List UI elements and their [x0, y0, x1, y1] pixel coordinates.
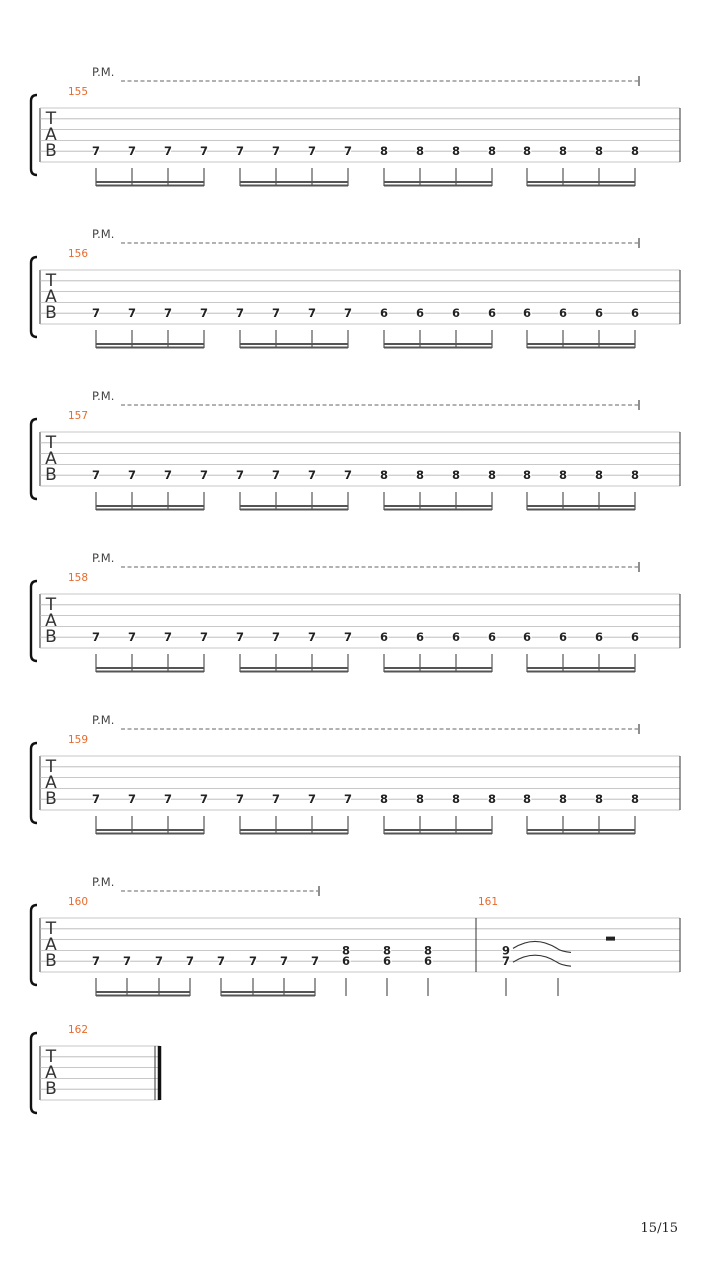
fret-number: 7 — [185, 954, 195, 969]
fret-number: 8 — [630, 792, 640, 807]
fret-number: 7 — [163, 792, 173, 807]
fret-number: 7 — [235, 306, 245, 321]
beam — [96, 995, 190, 997]
tab-clef-letter: B — [45, 627, 57, 647]
beam — [240, 509, 348, 511]
system-bracket — [31, 419, 37, 499]
beam — [96, 505, 204, 507]
fret-number: 7 — [307, 144, 317, 159]
fret-number: 7 — [91, 144, 101, 159]
fret-number: 8 — [341, 943, 351, 958]
measure-number: 159 — [68, 734, 89, 746]
fret-number: 7 — [235, 630, 245, 645]
tab-clef-letter: T — [45, 595, 57, 615]
system-bracket — [31, 905, 37, 985]
palm-mute-label: P.M. — [92, 65, 115, 79]
beam — [240, 181, 348, 183]
system-bracket — [31, 743, 37, 823]
tab-clef-letter: T — [45, 1047, 57, 1067]
beam — [240, 829, 348, 831]
tab-system — [31, 551, 680, 673]
fret-number: 7 — [127, 144, 137, 159]
measure-number: 161 — [478, 896, 499, 908]
fret-number: 6 — [382, 954, 392, 969]
fret-number: 7 — [91, 306, 101, 321]
beam — [527, 667, 635, 669]
beam — [96, 181, 204, 183]
fret-number: 7 — [248, 954, 258, 969]
fret-number: 7 — [91, 792, 101, 807]
tab-clef-letter: B — [45, 1079, 57, 1099]
beam — [240, 667, 348, 669]
fret-number: 8 — [379, 468, 389, 483]
fret-number: 6 — [379, 630, 389, 645]
beam — [527, 347, 635, 349]
system-bracket — [31, 1033, 37, 1113]
fret-number: 7 — [91, 954, 101, 969]
fret-number: 8 — [451, 144, 461, 159]
fret-number: 6 — [415, 630, 425, 645]
beam — [240, 185, 348, 187]
tab-clef-letter: A — [45, 611, 57, 631]
fret-number: 7 — [122, 954, 132, 969]
beam — [384, 185, 492, 187]
tab-clef-letter: T — [45, 757, 57, 777]
fret-number: 7 — [127, 630, 137, 645]
beam — [96, 991, 190, 993]
beam — [96, 667, 204, 669]
beam — [527, 671, 635, 673]
fret-number: 7 — [271, 306, 281, 321]
fret-number: 7 — [163, 144, 173, 159]
tab-clef-letter: B — [45, 465, 57, 485]
fret-number: 8 — [415, 792, 425, 807]
fret-number: 7 — [310, 954, 320, 969]
beam — [384, 509, 492, 511]
fret-number: 8 — [558, 144, 568, 159]
beam — [240, 347, 348, 349]
fret-number: 7 — [307, 792, 317, 807]
tab-clef-letter: T — [45, 271, 57, 291]
fret-number: 7 — [154, 954, 164, 969]
fret-number: 8 — [379, 144, 389, 159]
beam — [240, 343, 348, 345]
beam — [527, 833, 635, 835]
fret-number: 8 — [487, 792, 497, 807]
fret-number: 6 — [451, 306, 461, 321]
beam — [221, 991, 315, 993]
beam — [527, 185, 635, 187]
beam — [240, 671, 348, 673]
fret-number: 7 — [343, 630, 353, 645]
measure-number: 158 — [68, 572, 89, 584]
fret-number: 7 — [307, 468, 317, 483]
fret-number: 8 — [451, 468, 461, 483]
fret-number: 8 — [558, 468, 568, 483]
fret-number: 6 — [558, 630, 568, 645]
tab-clef-letter: T — [45, 109, 57, 129]
beam — [240, 505, 348, 507]
fret-number: 7 — [127, 306, 137, 321]
tab-clef-letter: A — [45, 1063, 57, 1083]
fret-number: 7 — [343, 792, 353, 807]
fret-number: 6 — [522, 630, 532, 645]
beam — [384, 833, 492, 835]
beam — [96, 343, 204, 345]
tab-clef-letter: A — [45, 449, 57, 469]
tab-system — [31, 875, 680, 997]
beam — [384, 181, 492, 183]
fret-number: 8 — [594, 144, 604, 159]
tab-clef-letter: A — [45, 287, 57, 307]
fret-number: 7 — [343, 468, 353, 483]
beam — [240, 833, 348, 835]
fret-number: 6 — [415, 306, 425, 321]
fret-number: 6 — [341, 954, 351, 969]
tab-clef-letter: B — [45, 303, 57, 323]
fret-number: 7 — [163, 468, 173, 483]
fret-number: 8 — [630, 144, 640, 159]
beam — [527, 181, 635, 183]
beam — [384, 343, 492, 345]
fret-number: 6 — [379, 306, 389, 321]
fret-number: 7 — [307, 306, 317, 321]
fret-number: 8 — [415, 468, 425, 483]
palm-mute-label: P.M. — [92, 551, 115, 565]
fret-number: 6 — [487, 306, 497, 321]
fret-number: 6 — [423, 954, 433, 969]
measure-number: 155 — [68, 86, 89, 98]
fret-number: 7 — [307, 630, 317, 645]
fret-number: 6 — [630, 306, 640, 321]
fret-number: 7 — [91, 630, 101, 645]
tab-clef-letter: B — [45, 141, 57, 161]
tab-clef-letter: B — [45, 789, 57, 809]
fret-number: 7 — [271, 144, 281, 159]
beam — [96, 509, 204, 511]
fret-number: 6 — [594, 630, 604, 645]
fret-number: 8 — [423, 943, 433, 958]
beam — [384, 829, 492, 831]
fret-number: 9 — [501, 943, 511, 958]
tab-system — [31, 65, 680, 187]
fret-number: 7 — [199, 144, 209, 159]
beam — [527, 829, 635, 831]
palm-mute-label: P.M. — [92, 875, 115, 889]
fret-number: 8 — [522, 792, 532, 807]
measure-number: 157 — [68, 410, 89, 422]
tab-system — [31, 1024, 160, 1113]
fret-number: 7 — [216, 954, 226, 969]
system-bracket — [31, 95, 37, 175]
fret-number: 7 — [279, 954, 289, 969]
fret-number: 6 — [522, 306, 532, 321]
fret-number: 7 — [127, 792, 137, 807]
beam — [384, 505, 492, 507]
fret-number: 8 — [558, 792, 568, 807]
measure-number: 162 — [68, 1024, 89, 1036]
system-bracket — [31, 257, 37, 337]
tab-clef-letter: A — [45, 935, 57, 955]
fret-number: 7 — [199, 306, 209, 321]
fret-number: 7 — [271, 468, 281, 483]
measure-number: 160 — [68, 896, 89, 908]
beam — [527, 505, 635, 507]
tab-system — [31, 389, 680, 511]
fret-number: 6 — [594, 306, 604, 321]
beam — [96, 833, 204, 835]
palm-mute-label: P.M. — [92, 227, 115, 241]
tab-clef-letter: A — [45, 125, 57, 145]
fret-number: 8 — [487, 144, 497, 159]
fret-number: 6 — [630, 630, 640, 645]
fret-number: 7 — [235, 792, 245, 807]
fret-number: 7 — [199, 792, 209, 807]
beam — [527, 509, 635, 511]
tab-system — [31, 713, 680, 835]
beam — [96, 347, 204, 349]
tab-clef-letter: T — [45, 433, 57, 453]
fret-number: 8 — [522, 468, 532, 483]
fret-number: 7 — [163, 306, 173, 321]
tab-system — [31, 227, 680, 349]
beam — [96, 185, 204, 187]
fret-number: 7 — [199, 630, 209, 645]
fret-number: 7 — [343, 306, 353, 321]
fret-number: 6 — [451, 630, 461, 645]
system-bracket — [31, 581, 37, 661]
measure-number: 156 — [68, 248, 89, 260]
beam — [384, 667, 492, 669]
fret-number: 8 — [415, 144, 425, 159]
fret-number: 7 — [501, 954, 511, 969]
fret-number: 7 — [343, 144, 353, 159]
fret-number: 8 — [382, 943, 392, 958]
fret-number: 7 — [127, 468, 137, 483]
fret-number: 7 — [91, 468, 101, 483]
fret-number: 7 — [235, 468, 245, 483]
tab-clef-letter: T — [45, 919, 57, 939]
fret-number: 8 — [487, 468, 497, 483]
fret-number: 8 — [630, 468, 640, 483]
fret-number: 6 — [487, 630, 497, 645]
fret-number: 8 — [522, 144, 532, 159]
beam — [384, 347, 492, 349]
tab-clef-letter: A — [45, 773, 57, 793]
beam — [96, 671, 204, 673]
half-rest — [606, 937, 615, 941]
fret-number: 7 — [163, 630, 173, 645]
fret-number: 7 — [271, 630, 281, 645]
page-number: 15/15 — [640, 1221, 678, 1236]
fret-number: 7 — [271, 792, 281, 807]
tie-arc — [513, 955, 571, 966]
fret-number: 6 — [558, 306, 568, 321]
palm-mute-label: P.M. — [92, 389, 115, 403]
beam — [96, 829, 204, 831]
tab-clef-letter: B — [45, 951, 57, 971]
fret-number: 7 — [199, 468, 209, 483]
fret-number: 8 — [451, 792, 461, 807]
palm-mute-label: P.M. — [92, 713, 115, 727]
fret-number: 7 — [235, 144, 245, 159]
fret-number: 8 — [594, 792, 604, 807]
beam — [221, 995, 315, 997]
fret-number: 8 — [379, 792, 389, 807]
fret-number: 8 — [594, 468, 604, 483]
beam — [384, 671, 492, 673]
beam — [527, 343, 635, 345]
